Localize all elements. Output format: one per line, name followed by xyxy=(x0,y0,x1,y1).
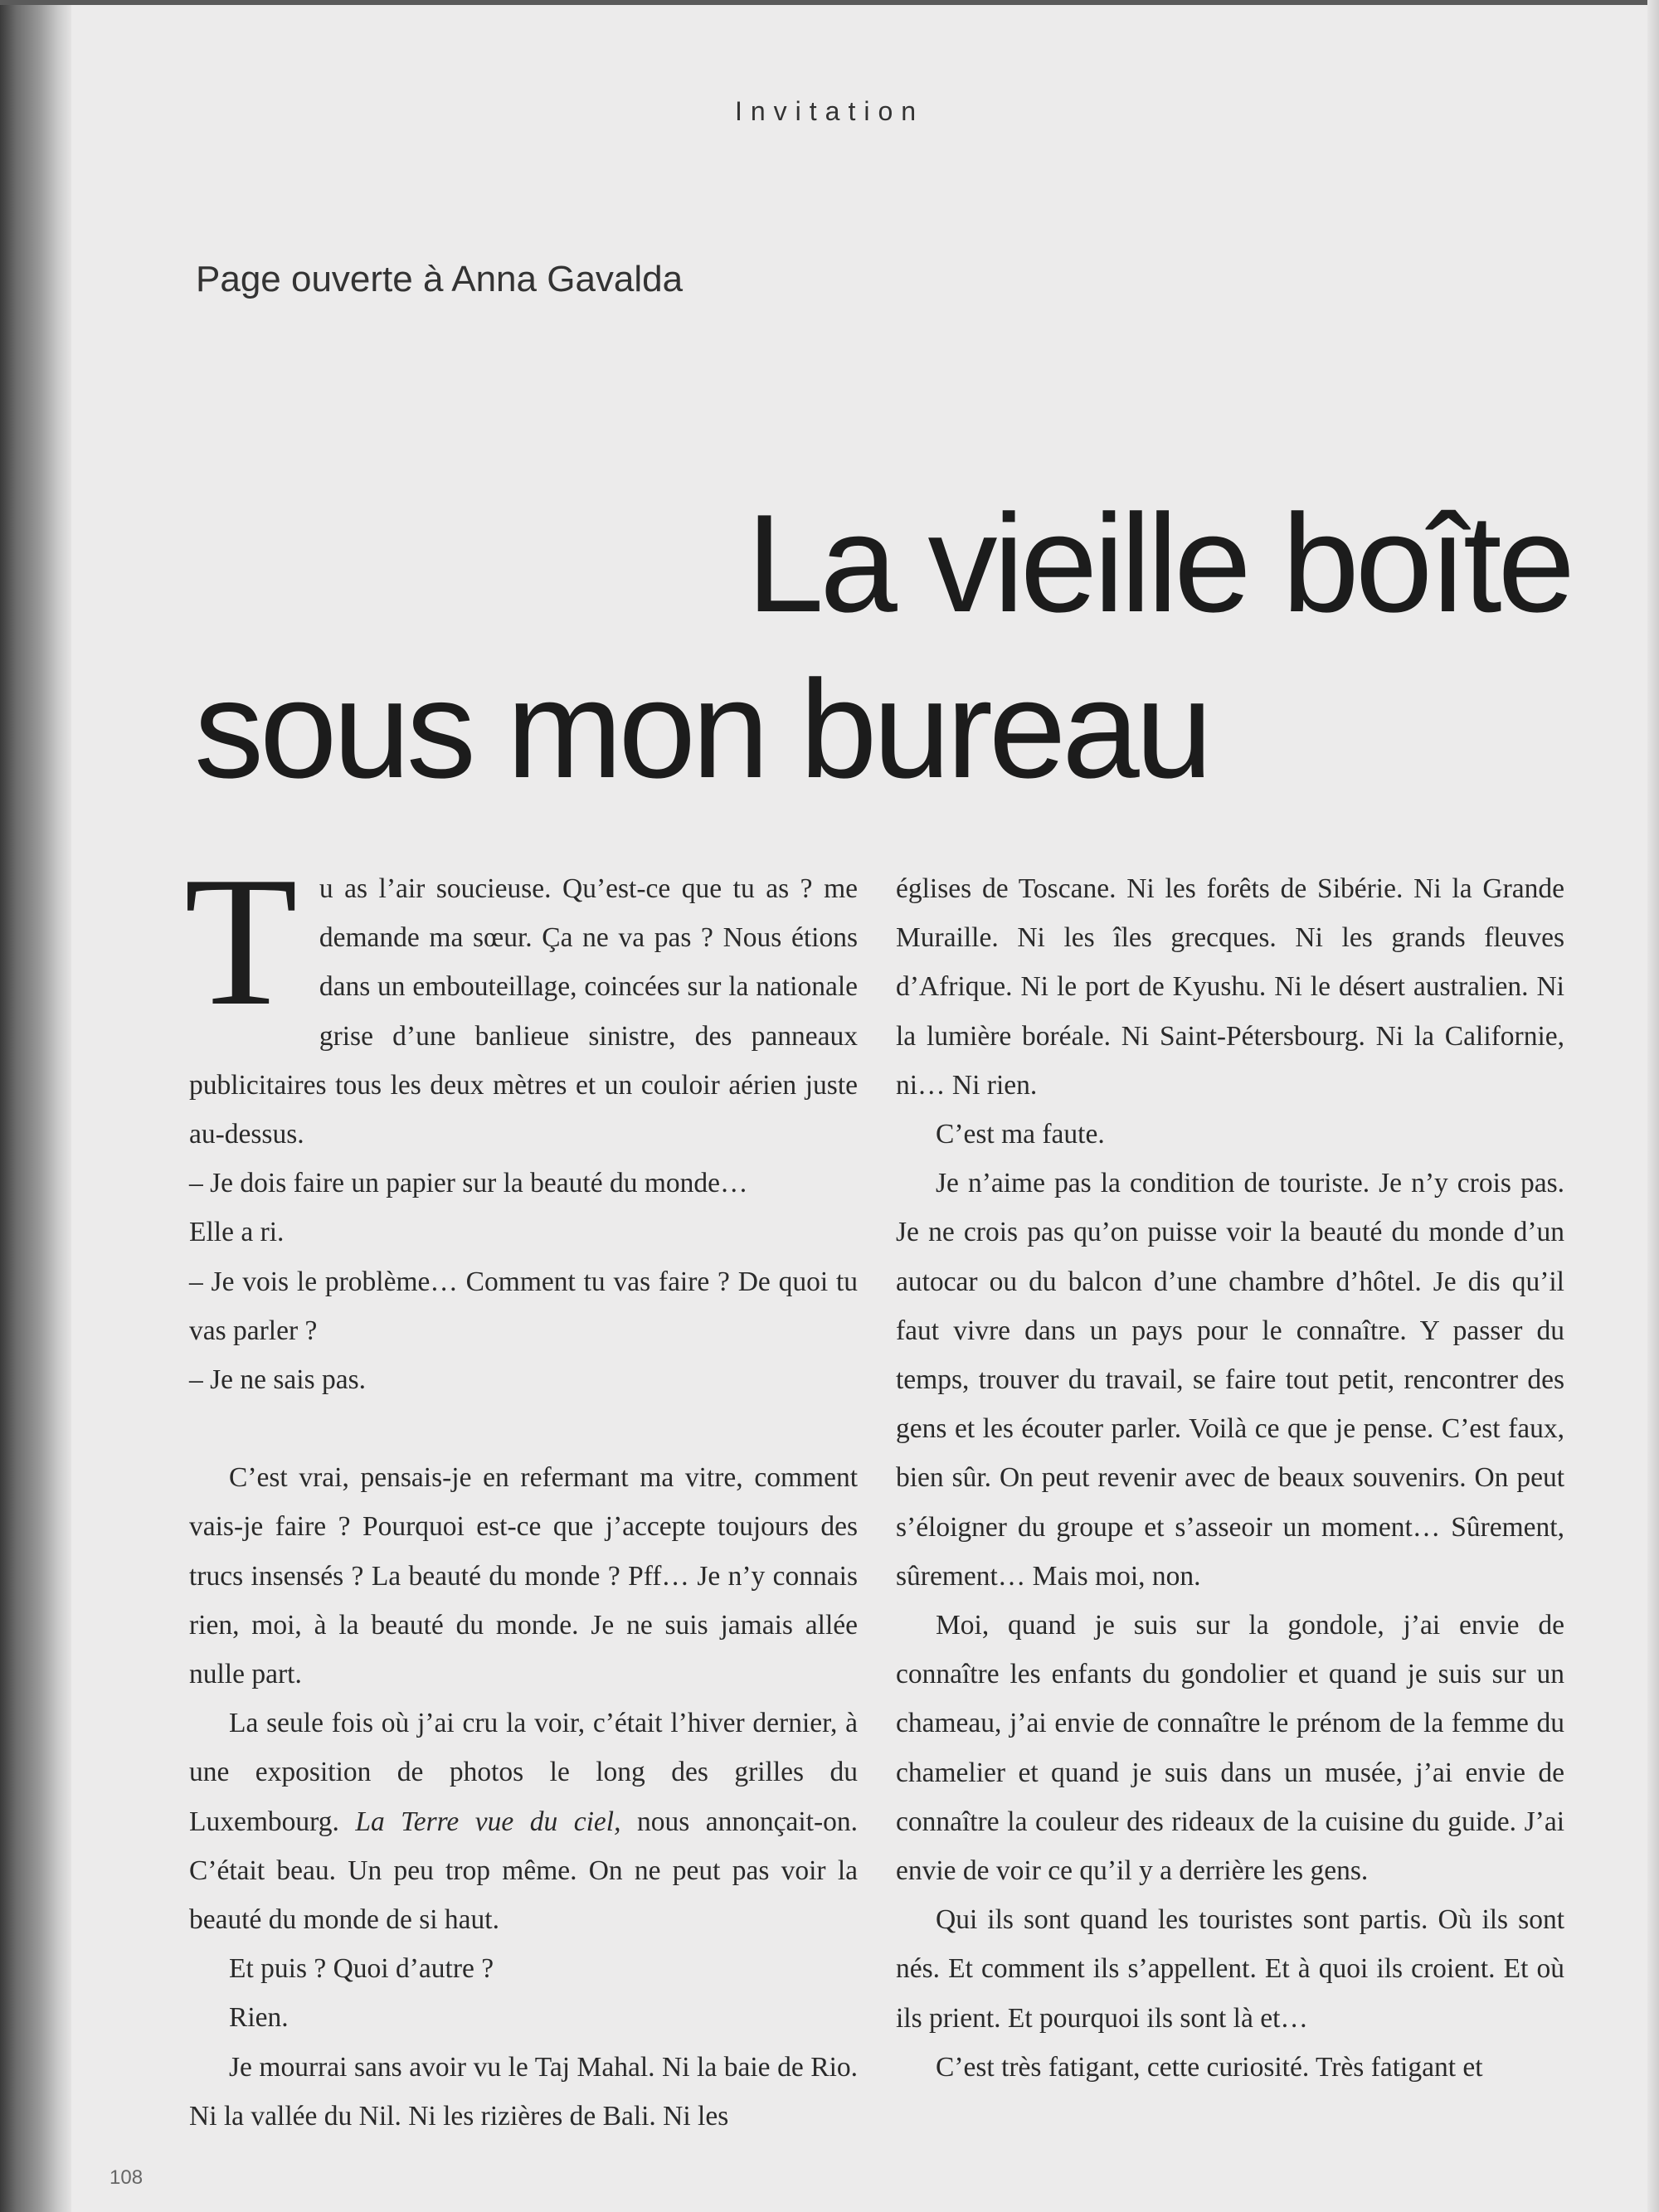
paragraph: Je mourrai sans avoir vu le Taj Mahal. Ni la baie de Rio. Ni la vallée du Nil. Ni les rizières de Bali. Ni les xyxy=(189,2051,858,2132)
dialogue-line: – Je vois le problème… Comment tu vas faire ? De quoi tu vas parler ? xyxy=(189,1266,858,1346)
drop-cap: T xyxy=(184,839,298,1044)
paragraph-text: u as l’air soucieuse. Qu’est-ce que tu as ? me demande ma sœur. Ça ne va pas ? Nous étions dans un embouteillage, coincées sur la nationale grise d’une banlieue sinistre, des panneaux publicitaires tous les deux mètres et un couloir aérien juste au-dessus. xyxy=(189,873,858,1150)
paragraph xyxy=(184,839,858,1159)
paragraph: églises de Toscane. Ni les forêts de Sibérie. Ni la Grande Muraille. Ni les îles grecques. Ni les grands fleuves d’Afrique. Ni le port de Kyushu. Ni le désert australien. Ni la lumière boréale. Ni Saint-Pétersbourg. Ni la Californie, ni… Ni rien. xyxy=(896,873,1564,1101)
paragraph-text: nous annonçait-on. C’était beau. Un peu trop même. On ne peut pas voir la beauté du monde de si haut. xyxy=(189,1806,858,1936)
article-kicker: Page ouverte à Anna Gavalda xyxy=(196,259,684,299)
dialogue-line: – Je ne sais pas. xyxy=(189,1364,367,1396)
exhibition-title: La Terre vue du ciel, xyxy=(355,1806,621,1837)
title-line-1: La vieille boîte xyxy=(746,484,1571,641)
paragraph: Et puis ? Quoi d’autre ? xyxy=(229,1953,494,1985)
scan-right-edge xyxy=(1647,0,1659,2212)
scan-top-edge xyxy=(0,0,1659,5)
paragraph: C’est très fatigant, cette curiosité. Très fatigant et xyxy=(936,2051,1483,2083)
title-line-2: sous mon bureau xyxy=(194,650,1209,807)
paragraph: Moi, quand je suis sur la gondole, j’ai envie de connaître les enfants du gondolier et quand je suis sur un chameau, j’ai envie de connaître le prénom de la femme du chamelier et quand je suis dans un musée, j’ai envie de connaître la couleur des rideaux de la cuisine du guide. J’ai envie de voir ce qu’il y a derrière les gens. xyxy=(896,1610,1564,1887)
scan-binding-shadow xyxy=(0,0,71,2212)
section-header: Invitation xyxy=(734,96,925,126)
paragraph: Qui ils sont quand les touristes sont partis. Où ils sont nés. Et comment ils s’appellent. Et à quoi ils croient. Et où ils prient. Et pourquoi ils sont là et… xyxy=(896,1904,1564,2034)
article-title xyxy=(194,480,1571,812)
paragraph: Rien. xyxy=(229,2002,289,2034)
paragraph: C’est vrai, pensais-je en refermant ma vitre, comment vais-je faire ? Pourquoi est-ce que j’accepte toujours des trucs insensés ? La beauté du monde ? Pff… Je n’y connais rien, moi, à la beauté du monde. Je ne suis jamais allée nulle part. xyxy=(189,1462,858,1690)
dialogue-line: – Je dois faire un papier sur la beauté du monde… xyxy=(189,1168,748,1199)
paragraph: Je n’aime pas la condition de touriste. Je n’y crois pas. Je ne crois pas qu’on puisse voir la beauté du monde d’un autocar ou du balcon d’une chambre d’hôtel. Je dis qu’il faut vivre dans un pays pour le connaître. Y passer du temps, trouver du travail, se faire tout petit, rencontrer des gens et les écouter parler. Voilà ce que je pense. C’est faux, bien sûr. On peut revenir avec de beaux souvenirs. On peut s’éloigner du groupe et s’asseoir un moment… Sûrement, sûrement… Mais moi, non. xyxy=(896,1168,1564,1592)
paragraph: Elle a ri. xyxy=(189,1217,285,1248)
page-number: 108 xyxy=(109,2166,144,2189)
paragraph xyxy=(189,1699,858,1944)
paragraph: C’est ma faute. xyxy=(936,1119,1105,1150)
body-column-right xyxy=(896,864,1564,2092)
paragraph-text: La seule fois où j’ai cru la voir, c’était l’hiver dernier, à une exposition de photos le long des grilles du Luxembourg. xyxy=(189,1708,858,1837)
section-break xyxy=(189,1404,858,1453)
body-column-left xyxy=(184,839,858,2141)
